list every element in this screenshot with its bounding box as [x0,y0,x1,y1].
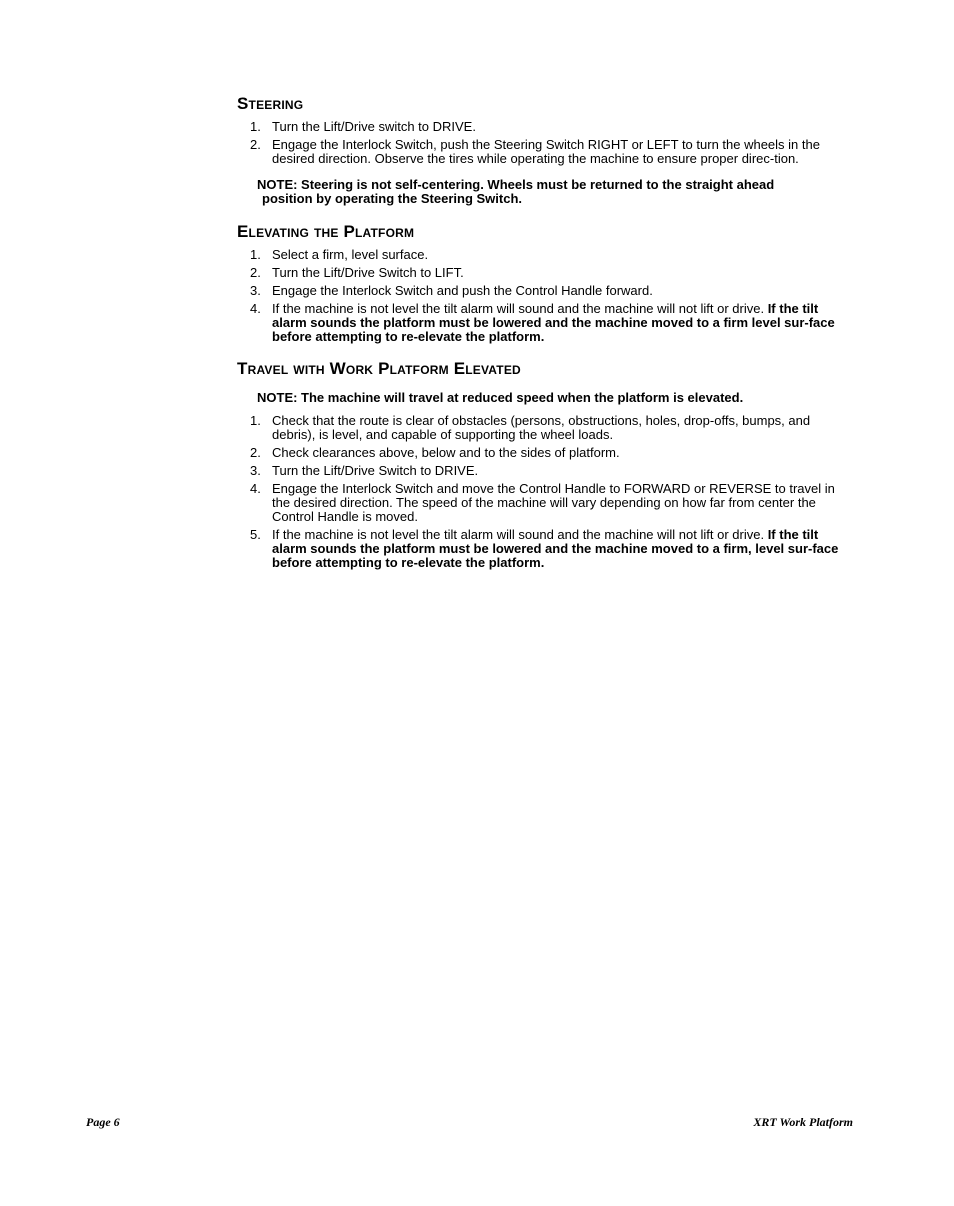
step-number: 3. [250,283,261,298]
travel-steps [237,414,854,570]
step-number: 2. [250,137,261,152]
document-body [237,94,854,574]
step-text: Check clearances above, below and to the sides of platform. [272,445,620,460]
steering-steps [237,120,854,166]
list-item [237,138,854,166]
step-number: 1. [250,413,261,428]
step-number: 2. [250,445,261,460]
step-number: 4. [250,301,261,316]
list-item [237,482,854,524]
step-number: 5. [250,527,261,542]
step-text: Turn the Lift/Drive Switch to DRIVE. [272,463,479,478]
section-heading-travel: Travel with Work Platform Elevated [237,359,521,378]
section-heading-elevating: Elevating the Platform [237,222,415,241]
list-item [237,414,854,442]
step-text: Turn the Lift/Drive Switch to LIFT. [272,265,464,280]
list-item [237,248,854,262]
list-item [237,446,854,460]
step-number: 3. [250,463,261,478]
list-item [237,528,854,570]
note-line-2: position by operating the Steering Switch. [262,191,523,206]
list-item [237,284,854,298]
travel-note: NOTE: The machine will travel at reduced speed when the platform is elevated. [257,390,744,405]
footer-page-number: Page 6 [86,1115,120,1129]
list-item [237,120,854,134]
step-text: If the machine is not level the tilt alarm will sound and the machine will not lift or drive. [272,527,768,542]
step-text: Select a firm, level surface. [272,247,429,262]
step-number: 1. [250,119,261,134]
list-item [237,302,854,344]
step-number: 2. [250,265,261,280]
step-text: Engage the Interlock Switch, push the Steering Switch RIGHT or LEFT to turn the wheels in the desired direction. Observe the tires while operating the machine to ensure proper direc-tion. [272,137,820,166]
step-number: 4. [250,481,261,496]
steering-note [257,178,854,206]
step-text: Engage the Interlock Switch and push the Control Handle forward. [272,283,653,298]
step-text: Turn the Lift/Drive switch to DRIVE. [272,119,476,134]
step-text: Engage the Interlock Switch and move the Control Handle to FORWARD or REVERSE to travel in the desired direction. The speed of the machine will vary depending on how far from center the Control Handle is moved. [272,481,835,524]
step-text: If the machine is not level the tilt alarm will sound and the machine will not lift or drive. [272,301,768,316]
list-item [237,266,854,280]
elevating-steps [237,248,854,344]
footer-document-title: XRT Work Platform [753,1115,853,1129]
step-number: 1. [250,247,261,262]
list-item [237,464,854,478]
step-warning: If the tilt alarm sounds the platform must be lowered and the machine moved to a firm, level sur-face before attempting to re-elevate the platform. [272,527,839,570]
note-line-1: NOTE: Steering is not self-centering. Wheels must be returned to the straight ahead [257,177,775,192]
step-text: Check that the route is clear of obstacles (persons, obstructions, holes, drop-offs, bumps, and debris), is level, and capable of supporting the wheel loads. [272,413,811,442]
step-warning: If the tilt alarm sounds the platform must be lowered and the machine moved to a firm level sur-face before attempting to re-elevate the platform. [272,301,835,344]
section-heading-steering: Steering [237,94,304,113]
